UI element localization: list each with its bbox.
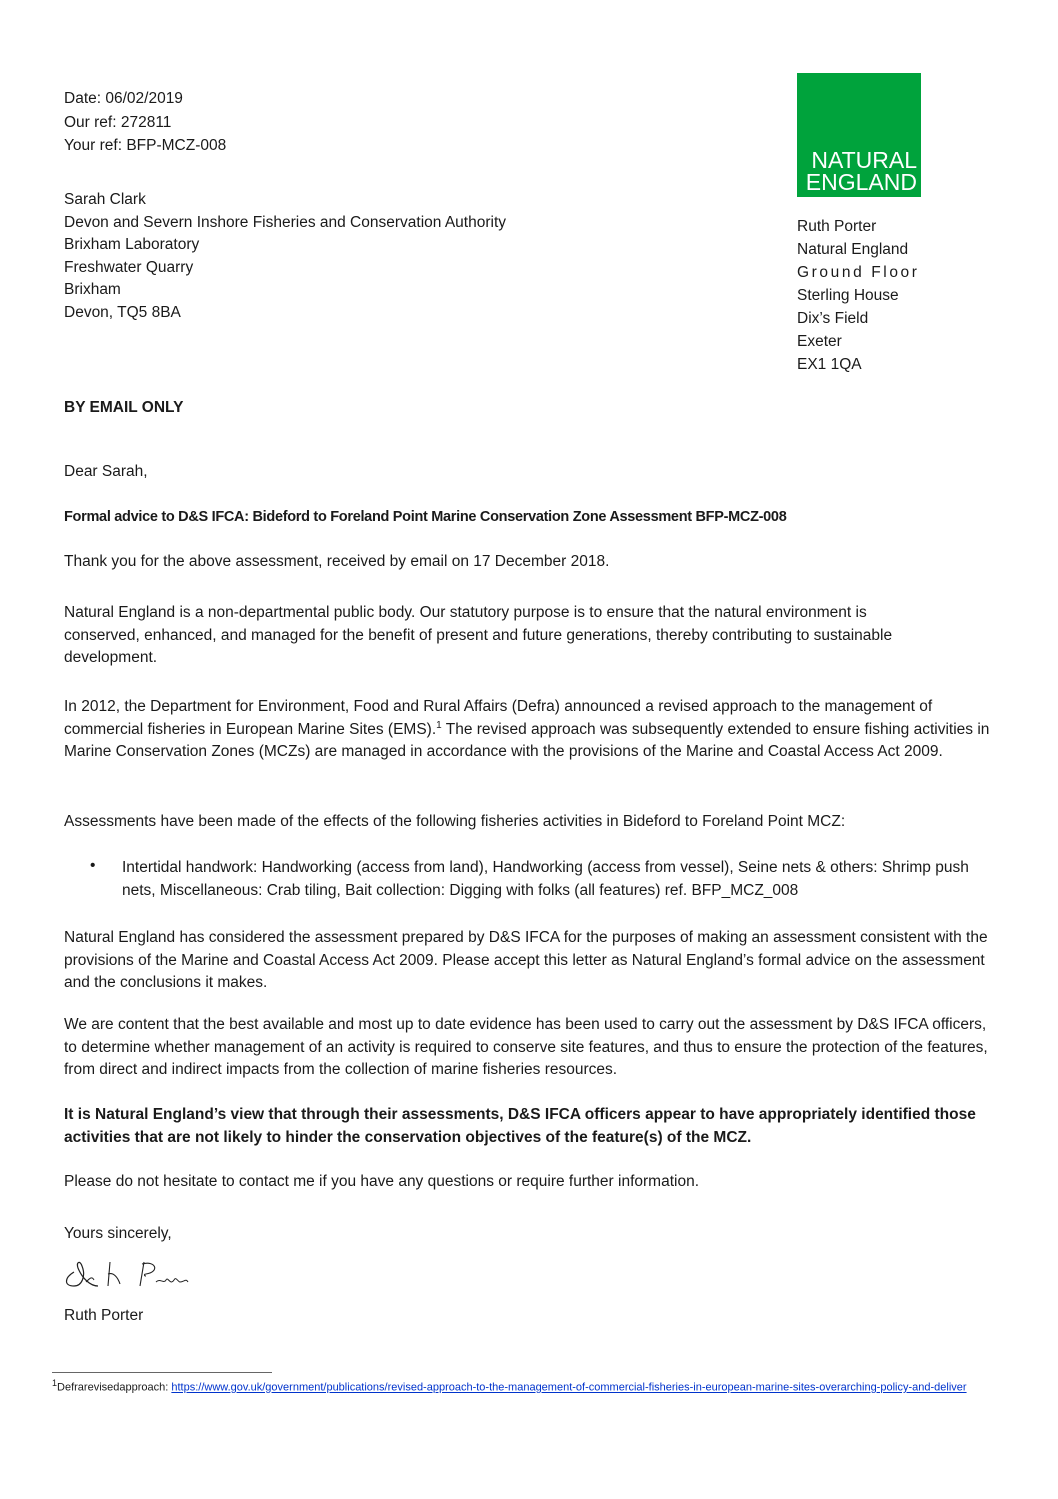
recipient-organisation: Devon and Severn Inshore Fisheries and Conservation Authority [64,213,506,231]
paragraph-contact: Please do not hesitate to contact me if you have any questions or require further information. [64,1173,700,1190]
natural-england-logo [797,73,921,197]
sender-name: Ruth Porter [797,218,877,235]
recipient-name: Sarah Clark [64,191,146,208]
paragraph-consideration: Natural England has considered the assessment prepared by D&S IFCA for the purposes of making an assessment consistent with the provisions of the Marine and Coastal Access Act 2009. Please accept this letter as Natural England’s formal advice on the assessment and the conclusions it makes. [64,929,988,991]
paragraph-revised-approach [64,696,994,764]
footnote-reference[interactable]: 1 [436,719,442,731]
sender-city: Exeter [797,333,842,350]
signature-image [60,1252,200,1292]
sender-organisation: Natural England [797,241,909,258]
paragraph-statutory-purpose: Natural England is a non-departmental public body. Our statutory purpose is to ensure that the natural environment is conserved, enhanced, and managed for the benefit of present and future generations, thereby contributing to sustainable development. [64,604,893,666]
paragraph-thanks: Thank you for the above assessment, received by email on 17 December 2018. [64,553,610,570]
footnote [52,1377,1002,1395]
bullet-activities: Intertidal handwork: Handworking (access from land), Handworking (access from vessel), Seine nets & others: Shrimp push nets, Miscellaneous: Crab tiling, Bait collection: Digging with folks (all features) ref. BFP_MCZ_008 [122,859,969,899]
logo-line-natural: NATURAL [811,147,917,173]
recipient-address [64,189,506,324]
your-reference: Your ref: BFP-MCZ-008 [64,137,227,154]
footnote-divider [52,1372,272,1373]
subject-line: Formal advice to D&S IFCA: Bideford to Foreland Point Marine Conservation Zone Assessment BFP-MCZ-008 [64,509,787,525]
paragraph-content: We are content that the best available and most up to date evidence has been used to carry out the assessment by D&S IFCA officers, to determine whether management of an activity is required to conserve site features, and thus to ensure the protection of the features, from direct and indirect impacts from the collection of marine fisheries resources. [64,1016,988,1078]
sender-building: Sterling House [797,287,899,304]
sender-postcode: EX1 1QA [797,356,862,373]
paragraph-view: It is Natural England’s view that through their assessments, D&S IFCA officers appear to have appropriately identified those activities that are not likely to hinder the conservation objectives of the feature(s) of the MCZ. [64,1106,976,1146]
paragraph-assessments-intro: Assessments have been made of the effects of the following fisheries activities in Bideford to Foreland Point MCZ: [64,813,846,830]
sender-street: Dix’s Field [797,310,869,327]
sender-floor: Ground Floor [797,264,920,281]
recipient-address-line: Freshwater Quarry [64,258,194,276]
reference-block [64,87,226,158]
salutation: Dear Sarah, [64,463,148,480]
by-email-notice: BY EMAIL ONLY [64,399,184,416]
footnote-link[interactable]: https://www.gov.uk/government/publications/revised-approach-to-the-management-of-commercial-fisheries-in-european-marine-sites-overarching-policy-and-deliver [171,1381,967,1394]
logo-line-england: ENGLAND [805,169,917,195]
signatory-name: Ruth Porter [64,1307,144,1324]
revised-approach-text: In 2012, the Department for Environment, Food and Rural Affairs (Defra) announced a revised approach to the management of commercial fisheries in European Marine Sites (EMS). [64,698,933,738]
recipient-address-line: Devon, TQ5 8BA [64,303,181,321]
footnote-number: 1 [52,1378,58,1388]
closing: Yours sincerely, [64,1225,172,1242]
sender-address [797,215,920,376]
recipient-address-line: Brixham [64,281,121,298]
letter-date: Date: 06/02/2019 [64,90,183,107]
recipient-address-line: Brixham Laboratory [64,236,200,253]
our-reference: Our ref: 272811 [64,113,172,131]
bullet-icon: • [90,857,96,874]
footnote-label: Defrarevisedapproach: [57,1381,172,1394]
revised-approach-text-continued: The revised approach was subsequently extended to ensure fishing activities in Marine Conservation Zones (MCZs) are managed in accordance with the provisions of the Marine and Coastal Access Act 2009. [64,720,990,760]
